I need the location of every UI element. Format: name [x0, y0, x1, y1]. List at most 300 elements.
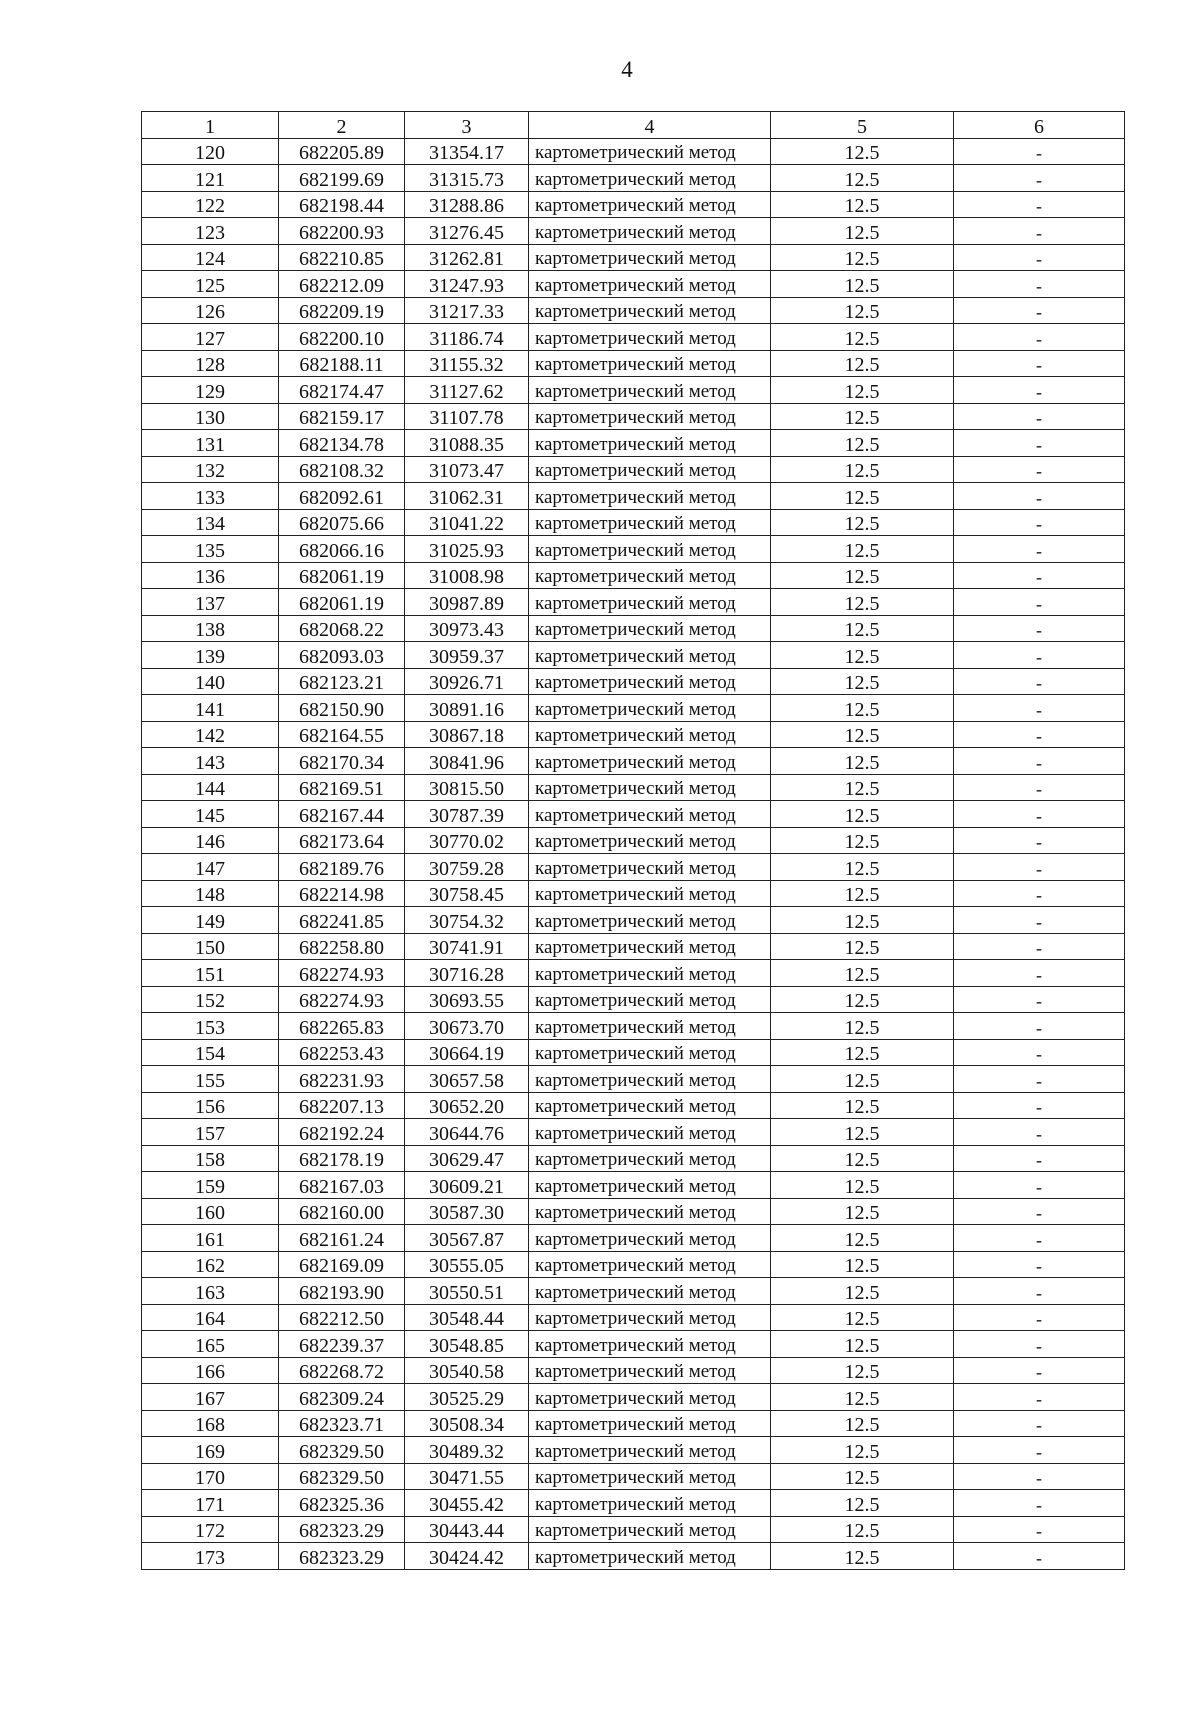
y-coordinate-cell: 31155.32	[405, 350, 529, 377]
point-number-cell: 123	[142, 218, 279, 245]
note-cell: -	[954, 324, 1125, 351]
y-coordinate-cell: 30424.42	[405, 1543, 529, 1570]
y-coordinate-cell: 31315.73	[405, 165, 529, 192]
x-coordinate-cell: 682274.93	[279, 986, 405, 1013]
point-number-cell: 167	[142, 1384, 279, 1411]
table-row	[142, 244, 1125, 271]
y-coordinate-cell: 30548.44	[405, 1304, 529, 1331]
y-coordinate-cell: 31186.74	[405, 324, 529, 351]
point-number-cell: 163	[142, 1278, 279, 1305]
note-cell: -	[954, 774, 1125, 801]
y-coordinate-cell: 30550.51	[405, 1278, 529, 1305]
y-coordinate-cell: 31288.86	[405, 191, 529, 218]
note-cell: -	[954, 615, 1125, 642]
x-coordinate-cell: 682214.98	[279, 880, 405, 907]
table-row	[142, 748, 1125, 775]
header-cell-6: 6	[954, 112, 1125, 139]
table-row	[142, 403, 1125, 430]
x-coordinate-cell: 682325.36	[279, 1490, 405, 1517]
table-row	[142, 1384, 1125, 1411]
table-row	[142, 1039, 1125, 1066]
note-cell: -	[954, 138, 1125, 165]
note-cell: -	[954, 1278, 1125, 1305]
accuracy-cell: 12.5	[771, 1543, 954, 1570]
x-coordinate-cell: 682212.09	[279, 271, 405, 298]
method-cell: картометрический метод	[529, 403, 771, 430]
accuracy-cell: 12.5	[771, 483, 954, 510]
point-number-cell: 151	[142, 960, 279, 987]
x-coordinate-cell: 682160.00	[279, 1198, 405, 1225]
y-coordinate-cell: 31127.62	[405, 377, 529, 404]
accuracy-cell: 12.5	[771, 1278, 954, 1305]
point-number-cell: 145	[142, 801, 279, 828]
x-coordinate-cell: 682329.50	[279, 1437, 405, 1464]
y-coordinate-cell: 30540.58	[405, 1357, 529, 1384]
method-cell: картометрический метод	[529, 377, 771, 404]
header-cell-2: 2	[279, 112, 405, 139]
y-coordinate-cell: 30841.96	[405, 748, 529, 775]
coordinates-table	[141, 111, 1125, 1570]
method-cell: картометрический метод	[529, 483, 771, 510]
y-coordinate-cell: 30741.91	[405, 933, 529, 960]
note-cell: -	[954, 1225, 1125, 1252]
note-cell: -	[954, 748, 1125, 775]
point-number-cell: 135	[142, 536, 279, 563]
note-cell: -	[954, 721, 1125, 748]
accuracy-cell: 12.5	[771, 271, 954, 298]
x-coordinate-cell: 682167.03	[279, 1172, 405, 1199]
method-cell: картометрический метод	[529, 1516, 771, 1543]
method-cell: картометрический метод	[529, 165, 771, 192]
table-row	[142, 271, 1125, 298]
accuracy-cell: 12.5	[771, 456, 954, 483]
x-coordinate-cell: 682199.69	[279, 165, 405, 192]
note-cell: -	[954, 244, 1125, 271]
x-coordinate-cell: 682161.24	[279, 1225, 405, 1252]
table-row	[142, 589, 1125, 616]
table-row	[142, 1516, 1125, 1543]
x-coordinate-cell: 682241.85	[279, 907, 405, 934]
point-number-cell: 171	[142, 1490, 279, 1517]
y-coordinate-cell: 31276.45	[405, 218, 529, 245]
y-coordinate-cell: 30652.20	[405, 1092, 529, 1119]
method-cell: картометрический метод	[529, 668, 771, 695]
x-coordinate-cell: 682167.44	[279, 801, 405, 828]
note-cell: -	[954, 1066, 1125, 1093]
table-row	[142, 536, 1125, 563]
point-number-cell: 149	[142, 907, 279, 934]
table-row	[142, 1092, 1125, 1119]
method-cell: картометрический метод	[529, 907, 771, 934]
x-coordinate-cell: 682066.16	[279, 536, 405, 563]
method-cell: картометрический метод	[529, 721, 771, 748]
method-cell: картометрический метод	[529, 1039, 771, 1066]
note-cell: -	[954, 1357, 1125, 1384]
note-cell: -	[954, 1092, 1125, 1119]
note-cell: -	[954, 1251, 1125, 1278]
note-cell: -	[954, 960, 1125, 987]
table-row	[142, 774, 1125, 801]
point-number-cell: 157	[142, 1119, 279, 1146]
method-cell: картометрический метод	[529, 1013, 771, 1040]
point-number-cell: 125	[142, 271, 279, 298]
accuracy-cell: 12.5	[771, 1304, 954, 1331]
y-coordinate-cell: 30664.19	[405, 1039, 529, 1066]
note-cell: -	[954, 1463, 1125, 1490]
note-cell: -	[954, 456, 1125, 483]
y-coordinate-cell: 30926.71	[405, 668, 529, 695]
y-coordinate-cell: 30867.18	[405, 721, 529, 748]
x-coordinate-cell: 682268.72	[279, 1357, 405, 1384]
point-number-cell: 120	[142, 138, 279, 165]
accuracy-cell: 12.5	[771, 827, 954, 854]
method-cell: картометрический метод	[529, 562, 771, 589]
accuracy-cell: 12.5	[771, 536, 954, 563]
accuracy-cell: 12.5	[771, 244, 954, 271]
method-cell: картометрический метод	[529, 1410, 771, 1437]
point-number-cell: 130	[142, 403, 279, 430]
header-row	[142, 112, 1125, 139]
method-cell: картометрический метод	[529, 960, 771, 987]
accuracy-cell: 12.5	[771, 1198, 954, 1225]
x-coordinate-cell: 682258.80	[279, 933, 405, 960]
method-cell: картометрический метод	[529, 1092, 771, 1119]
table-row	[142, 933, 1125, 960]
note-cell: -	[954, 933, 1125, 960]
table-row	[142, 218, 1125, 245]
point-number-cell: 153	[142, 1013, 279, 1040]
method-cell: картометрический метод	[529, 1357, 771, 1384]
point-number-cell: 154	[142, 1039, 279, 1066]
method-cell: картометрический метод	[529, 456, 771, 483]
y-coordinate-cell: 30973.43	[405, 615, 529, 642]
note-cell: -	[954, 589, 1125, 616]
point-number-cell: 166	[142, 1357, 279, 1384]
point-number-cell: 128	[142, 350, 279, 377]
table-row	[142, 907, 1125, 934]
point-number-cell: 141	[142, 695, 279, 722]
point-number-cell: 155	[142, 1066, 279, 1093]
x-coordinate-cell: 682198.44	[279, 191, 405, 218]
method-cell: картометрический метод	[529, 1198, 771, 1225]
x-coordinate-cell: 682173.64	[279, 827, 405, 854]
x-coordinate-cell: 682309.24	[279, 1384, 405, 1411]
point-number-cell: 133	[142, 483, 279, 510]
accuracy-cell: 12.5	[771, 1384, 954, 1411]
note-cell: -	[954, 986, 1125, 1013]
table-row	[142, 615, 1125, 642]
table-row	[142, 138, 1125, 165]
point-number-cell: 139	[142, 642, 279, 669]
note-cell: -	[954, 403, 1125, 430]
accuracy-cell: 12.5	[771, 1490, 954, 1517]
y-coordinate-cell: 30673.70	[405, 1013, 529, 1040]
y-coordinate-cell: 30567.87	[405, 1225, 529, 1252]
y-coordinate-cell: 30555.05	[405, 1251, 529, 1278]
x-coordinate-cell: 682274.93	[279, 960, 405, 987]
accuracy-cell: 12.5	[771, 1145, 954, 1172]
y-coordinate-cell: 31008.98	[405, 562, 529, 589]
point-number-cell: 147	[142, 854, 279, 881]
x-coordinate-cell: 682192.24	[279, 1119, 405, 1146]
table-row	[142, 986, 1125, 1013]
method-cell: картометрический метод	[529, 1331, 771, 1358]
method-cell: картометрический метод	[529, 1490, 771, 1517]
method-cell: картометрический метод	[529, 297, 771, 324]
table-row	[142, 1225, 1125, 1252]
x-coordinate-cell: 682188.11	[279, 350, 405, 377]
accuracy-cell: 12.5	[771, 191, 954, 218]
accuracy-cell: 12.5	[771, 324, 954, 351]
point-number-cell: 131	[142, 430, 279, 457]
point-number-cell: 126	[142, 297, 279, 324]
note-cell: -	[954, 1039, 1125, 1066]
method-cell: картометрический метод	[529, 1251, 771, 1278]
x-coordinate-cell: 682323.71	[279, 1410, 405, 1437]
accuracy-cell: 12.5	[771, 403, 954, 430]
table-row	[142, 324, 1125, 351]
accuracy-cell: 12.5	[771, 1225, 954, 1252]
x-coordinate-cell: 682265.83	[279, 1013, 405, 1040]
table-row	[142, 668, 1125, 695]
method-cell: картометрический метод	[529, 1304, 771, 1331]
x-coordinate-cell: 682323.29	[279, 1516, 405, 1543]
table-row	[142, 1331, 1125, 1358]
y-coordinate-cell: 31062.31	[405, 483, 529, 510]
y-coordinate-cell: 30471.55	[405, 1463, 529, 1490]
accuracy-cell: 12.5	[771, 642, 954, 669]
note-cell: -	[954, 1198, 1125, 1225]
method-cell: картометрический метод	[529, 536, 771, 563]
table-row	[142, 1119, 1125, 1146]
x-coordinate-cell: 682231.93	[279, 1066, 405, 1093]
note-cell: -	[954, 642, 1125, 669]
point-number-cell: 148	[142, 880, 279, 907]
method-cell: картометрический метод	[529, 1119, 771, 1146]
point-number-cell: 168	[142, 1410, 279, 1437]
x-coordinate-cell: 682178.19	[279, 1145, 405, 1172]
accuracy-cell: 12.5	[771, 350, 954, 377]
table-row	[142, 695, 1125, 722]
method-cell: картометрический метод	[529, 1145, 771, 1172]
method-cell: картометрический метод	[529, 509, 771, 536]
y-coordinate-cell: 31262.81	[405, 244, 529, 271]
method-cell: картометрический метод	[529, 191, 771, 218]
note-cell: -	[954, 668, 1125, 695]
x-coordinate-cell: 682329.50	[279, 1463, 405, 1490]
point-number-cell: 150	[142, 933, 279, 960]
accuracy-cell: 12.5	[771, 297, 954, 324]
y-coordinate-cell: 30443.44	[405, 1516, 529, 1543]
table-row	[142, 562, 1125, 589]
method-cell: картометрический метод	[529, 827, 771, 854]
x-coordinate-cell: 682068.22	[279, 615, 405, 642]
method-cell: картометрический метод	[529, 218, 771, 245]
note-cell: -	[954, 191, 1125, 218]
table-row	[142, 642, 1125, 669]
method-cell: картометрический метод	[529, 986, 771, 1013]
note-cell: -	[954, 430, 1125, 457]
table-body	[142, 138, 1125, 1569]
y-coordinate-cell: 30891.16	[405, 695, 529, 722]
method-cell: картометрический метод	[529, 589, 771, 616]
table-row	[142, 1066, 1125, 1093]
method-cell: картометрический метод	[529, 1225, 771, 1252]
table-row	[142, 1410, 1125, 1437]
x-coordinate-cell: 682193.90	[279, 1278, 405, 1305]
table-row	[142, 1013, 1125, 1040]
y-coordinate-cell: 30770.02	[405, 827, 529, 854]
method-cell: картометрический метод	[529, 615, 771, 642]
accuracy-cell: 12.5	[771, 1251, 954, 1278]
header-cell-4: 4	[529, 112, 771, 139]
note-cell: -	[954, 297, 1125, 324]
y-coordinate-cell: 30758.45	[405, 880, 529, 907]
y-coordinate-cell: 30489.32	[405, 1437, 529, 1464]
x-coordinate-cell: 682253.43	[279, 1039, 405, 1066]
x-coordinate-cell: 682134.78	[279, 430, 405, 457]
note-cell: -	[954, 1490, 1125, 1517]
y-coordinate-cell: 30759.28	[405, 854, 529, 881]
x-coordinate-cell: 682189.76	[279, 854, 405, 881]
table-row	[142, 1145, 1125, 1172]
note-cell: -	[954, 1331, 1125, 1358]
point-number-cell: 159	[142, 1172, 279, 1199]
y-coordinate-cell: 31025.93	[405, 536, 529, 563]
method-cell: картометрический метод	[529, 748, 771, 775]
accuracy-cell: 12.5	[771, 854, 954, 881]
point-number-cell: 138	[142, 615, 279, 642]
x-coordinate-cell: 682061.19	[279, 589, 405, 616]
x-coordinate-cell: 682239.37	[279, 1331, 405, 1358]
method-cell: картометрический метод	[529, 880, 771, 907]
note-cell: -	[954, 1145, 1125, 1172]
y-coordinate-cell: 31107.78	[405, 403, 529, 430]
accuracy-cell: 12.5	[771, 1172, 954, 1199]
point-number-cell: 165	[142, 1331, 279, 1358]
table-row	[142, 165, 1125, 192]
accuracy-cell: 12.5	[771, 218, 954, 245]
accuracy-cell: 12.5	[771, 589, 954, 616]
point-number-cell: 169	[142, 1437, 279, 1464]
y-coordinate-cell: 31041.22	[405, 509, 529, 536]
method-cell: картометрический метод	[529, 1172, 771, 1199]
accuracy-cell: 12.5	[771, 1119, 954, 1146]
method-cell: картометрический метод	[529, 244, 771, 271]
y-coordinate-cell: 31217.33	[405, 297, 529, 324]
accuracy-cell: 12.5	[771, 721, 954, 748]
point-number-cell: 132	[142, 456, 279, 483]
accuracy-cell: 12.5	[771, 615, 954, 642]
note-cell: -	[954, 695, 1125, 722]
note-cell: -	[954, 854, 1125, 881]
table-row	[142, 456, 1125, 483]
x-coordinate-cell: 682123.21	[279, 668, 405, 695]
note-cell: -	[954, 1543, 1125, 1570]
x-coordinate-cell: 682207.13	[279, 1092, 405, 1119]
y-coordinate-cell: 30644.76	[405, 1119, 529, 1146]
method-cell: картометрический метод	[529, 1066, 771, 1093]
accuracy-cell: 12.5	[771, 907, 954, 934]
note-cell: -	[954, 907, 1125, 934]
x-coordinate-cell: 682210.85	[279, 244, 405, 271]
method-cell: картометрический метод	[529, 854, 771, 881]
header-cell-1: 1	[142, 112, 279, 139]
table-row	[142, 1490, 1125, 1517]
point-number-cell: 146	[142, 827, 279, 854]
y-coordinate-cell: 31247.93	[405, 271, 529, 298]
accuracy-cell: 12.5	[771, 695, 954, 722]
accuracy-cell: 12.5	[771, 1516, 954, 1543]
accuracy-cell: 12.5	[771, 1039, 954, 1066]
note-cell: -	[954, 1013, 1125, 1040]
y-coordinate-cell: 30716.28	[405, 960, 529, 987]
page-number: 4	[621, 57, 633, 82]
accuracy-cell: 12.5	[771, 774, 954, 801]
x-coordinate-cell: 682169.09	[279, 1251, 405, 1278]
point-number-cell: 143	[142, 748, 279, 775]
note-cell: -	[954, 1410, 1125, 1437]
y-coordinate-cell: 30609.21	[405, 1172, 529, 1199]
table-row	[142, 191, 1125, 218]
method-cell: картометрический метод	[529, 774, 771, 801]
point-number-cell: 160	[142, 1198, 279, 1225]
method-cell: картометрический метод	[529, 138, 771, 165]
method-cell: картометрический метод	[529, 642, 771, 669]
note-cell: -	[954, 350, 1125, 377]
table-row	[142, 1304, 1125, 1331]
note-cell: -	[954, 1437, 1125, 1464]
method-cell: картометрический метод	[529, 1463, 771, 1490]
y-coordinate-cell: 30525.29	[405, 1384, 529, 1411]
accuracy-cell: 12.5	[771, 1331, 954, 1358]
point-number-cell: 161	[142, 1225, 279, 1252]
note-cell: -	[954, 827, 1125, 854]
x-coordinate-cell: 682200.93	[279, 218, 405, 245]
y-coordinate-cell: 30455.42	[405, 1490, 529, 1517]
note-cell: -	[954, 1172, 1125, 1199]
table-row	[142, 483, 1125, 510]
note-cell: -	[954, 165, 1125, 192]
point-number-cell: 164	[142, 1304, 279, 1331]
point-number-cell: 140	[142, 668, 279, 695]
table-row	[142, 297, 1125, 324]
x-coordinate-cell: 682212.50	[279, 1304, 405, 1331]
note-cell: -	[954, 801, 1125, 828]
accuracy-cell: 12.5	[771, 562, 954, 589]
y-coordinate-cell: 30693.55	[405, 986, 529, 1013]
point-number-cell: 136	[142, 562, 279, 589]
table-row	[142, 1543, 1125, 1570]
table-row	[142, 1198, 1125, 1225]
accuracy-cell: 12.5	[771, 986, 954, 1013]
table-row	[142, 721, 1125, 748]
y-coordinate-cell: 31088.35	[405, 430, 529, 457]
accuracy-cell: 12.5	[771, 1013, 954, 1040]
x-coordinate-cell: 682075.66	[279, 509, 405, 536]
note-cell: -	[954, 536, 1125, 563]
accuracy-cell: 12.5	[771, 1066, 954, 1093]
method-cell: картометрический метод	[529, 801, 771, 828]
method-cell: картометрический метод	[529, 933, 771, 960]
accuracy-cell: 12.5	[771, 1357, 954, 1384]
table-header	[142, 112, 1125, 139]
method-cell: картометрический метод	[529, 695, 771, 722]
method-cell: картометрический метод	[529, 430, 771, 457]
table-row	[142, 1172, 1125, 1199]
table-row	[142, 509, 1125, 536]
y-coordinate-cell: 30787.39	[405, 801, 529, 828]
